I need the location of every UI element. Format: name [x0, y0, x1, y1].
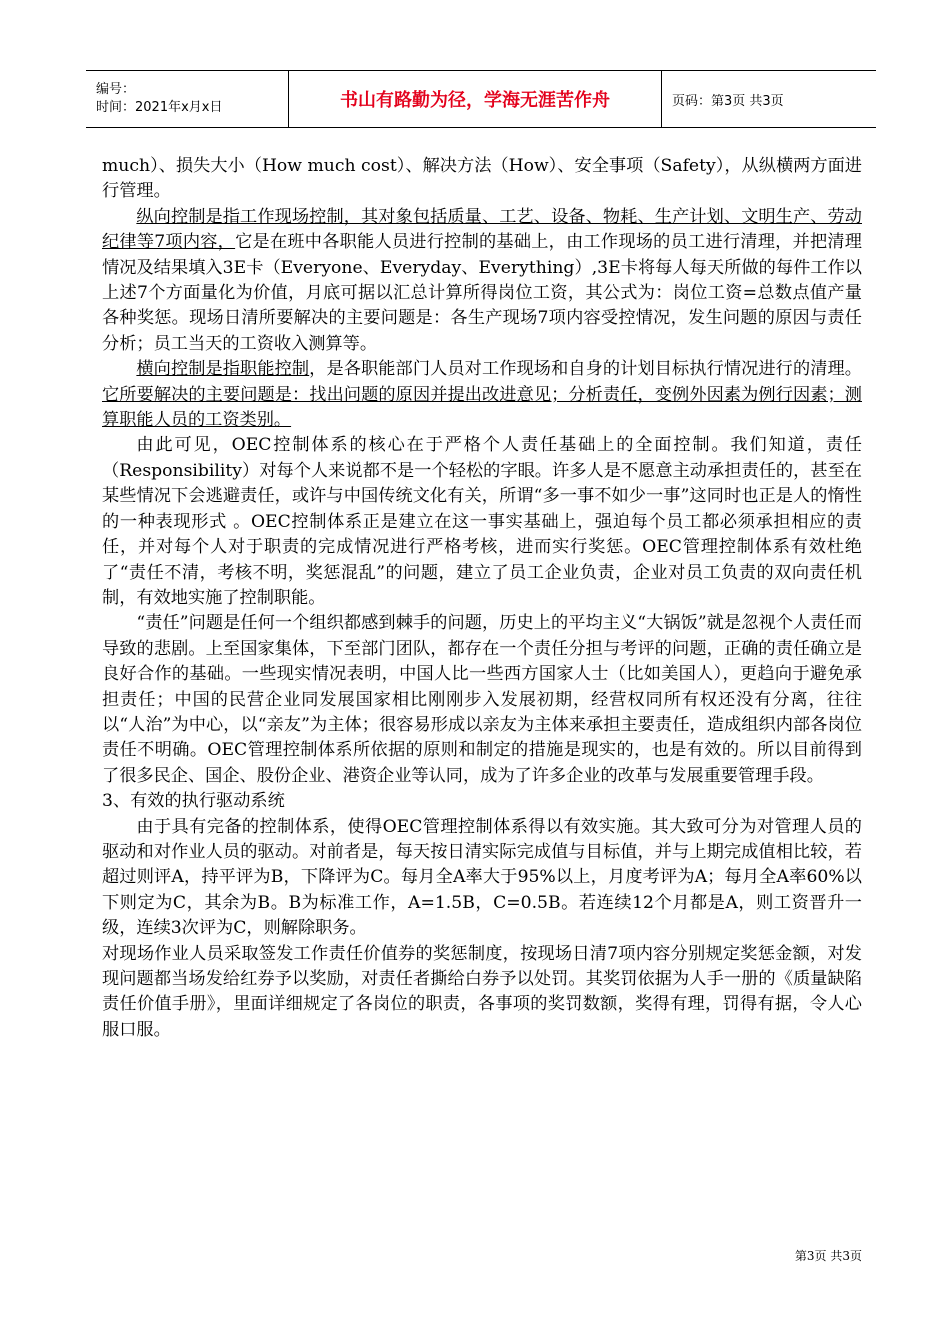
horizontal-control-definition: 横向控制是指职能控制 [136, 359, 310, 380]
horizontal-control-issues: 它所要解决的主要问题是：找出问题的原因并提出改进意见；分析责任，变例外因素为例行因素；测算职能人员的工资类别。 [102, 384, 862, 431]
section-heading-3: 3、有效的执行驱动系统 [102, 791, 285, 812]
header-motto: 书山有路勤为径，学海无涯苦作舟 [289, 71, 662, 127]
horizontal-control-details: ，是各职能部门人员对工作现场和自身的计划目标执行情况进行的清理。 [309, 359, 862, 380]
paragraph-vertical-control [102, 205, 862, 357]
paragraph-responsibility: 由此可见，OEC控制体系的核心在于严格个人责任基础上的全面控制。我们知道，责任（Responsibility）对每个人来说都不是一个轻松的字眼。许多人是不愿意主动承担责任的，甚至在某些情况下会逃避责任，或许与中国传统文化有关，所谓“多一事不如少一事”这同时也正是人的惰性的一种表现形式 。OEC控制体系正是建立在这一事实基础上，强迫每个员工都必须承担相应的责任，并对每个人对于职责的完成情况进行严格考核，进而实行奖惩。OEC管理控制体系有效杜绝了“责任不清，考核不明，奖惩混乱”的问题，建立了员工企业负责，企业对员工负责的双向责任机制，有效地实施了控制职能。 [102, 435, 862, 608]
paragraph-drive-system: 由于具有完备的控制体系，使得OEC管理控制体系得以有效实施。其大致可分为对管理人员的驱动和对作业人员的驱动。对前者是，每天按日清实际完成值与目标值，并与上期完成值相比较，若超过则评A，持平评为B，下降评为C。每月全A率大于95%以上，月度考评为A；每月全A率60%以下则定为C，其余为B。B为标准工作，A=1.5B，C=0.5B。若连续12个月都是A，则工资晋升一级，连续3次评为C，则解除职务。 [102, 816, 862, 939]
paragraph-value-coupons: 对现场作业人员采取签发工作责任价值券的奖惩制度，按现场日清7项内容分别规定奖惩金额，对发现问题都当场发给红券予以奖励，对责任者撕给白券予以处罚。其奖罚依据为人手一册的《质量缺陷责任价值手册》，里面详细规定了各岗位的职责，各事项的奖罚数额，奖得有理，罚得有据，令人心服口服。 [102, 943, 862, 1040]
paragraph-responsibility-issue: “责任”问题是任何一个组织都感到棘手的问题，历史上的平均主义“大锅饭”就是忽视个人责任而导致的悲剧。上至国家集体，下至部门团队，都存在一个责任分担与考评的问题，正确的责任确立是良好合作的基础。一些现实情况表明，中国人比一些西方国家人士（比如美国人），更趋向于避免承担责任；中国的民营企业同发展国家相比刚刚步入发展初期，经营权同所有权还没有分离，往往以“人治”为中心，以“亲友”为主体；很容易形成以亲友为主体来承担主要责任，造成组织内部各岗位责任不明确。OEC管理控制体系所依据的原则和制定的措施是现实的，也是有效的。所以目前得到了很多民企、国企、股份企业、港资企业等认同，成为了许多企业的改革与发展重要管理手段。 [102, 613, 862, 786]
time-label: 时间：2021年x月x日 [96, 100, 223, 115]
vertical-control-definition: 纵向控制是指工作现场控制，其对象包括质量、工艺、设备、物耗、生产计划、文明生产、劳动纪律等7项内容， [102, 206, 862, 253]
header-page-info: 页码：第3页 共3页 [672, 93, 784, 109]
document-body [102, 154, 862, 1043]
page-header [86, 70, 876, 128]
paragraph-1: much）、损失大小（How much cost）、解决方法（How）、安全事项（Safety），从纵横两方面进行管理。 [102, 156, 862, 202]
page-footer: 第3页 共3页 [794, 1249, 862, 1263]
number-label: 编号： [96, 82, 136, 97]
paragraph-horizontal-control [102, 357, 862, 433]
header-meta [86, 71, 289, 127]
vertical-control-details: 它是在班中各职能人员进行控制的基础上，由工作现场的员工进行清理，并把清理情况及结果填入3E卡（Everyone、Everyday、Everything）,3E卡将每人每天所做的每件工作以上述7个方面量化为价值，月底可据以汇总计算所得岗位工资，其公式为：岗位工资=总数点值产量各种奖惩。现场日清所要解决的主要问题是：各生产现场7项内容受控情况，发生问题的原因与责任分析；员工当天的工资收入测算等。 [102, 232, 862, 354]
